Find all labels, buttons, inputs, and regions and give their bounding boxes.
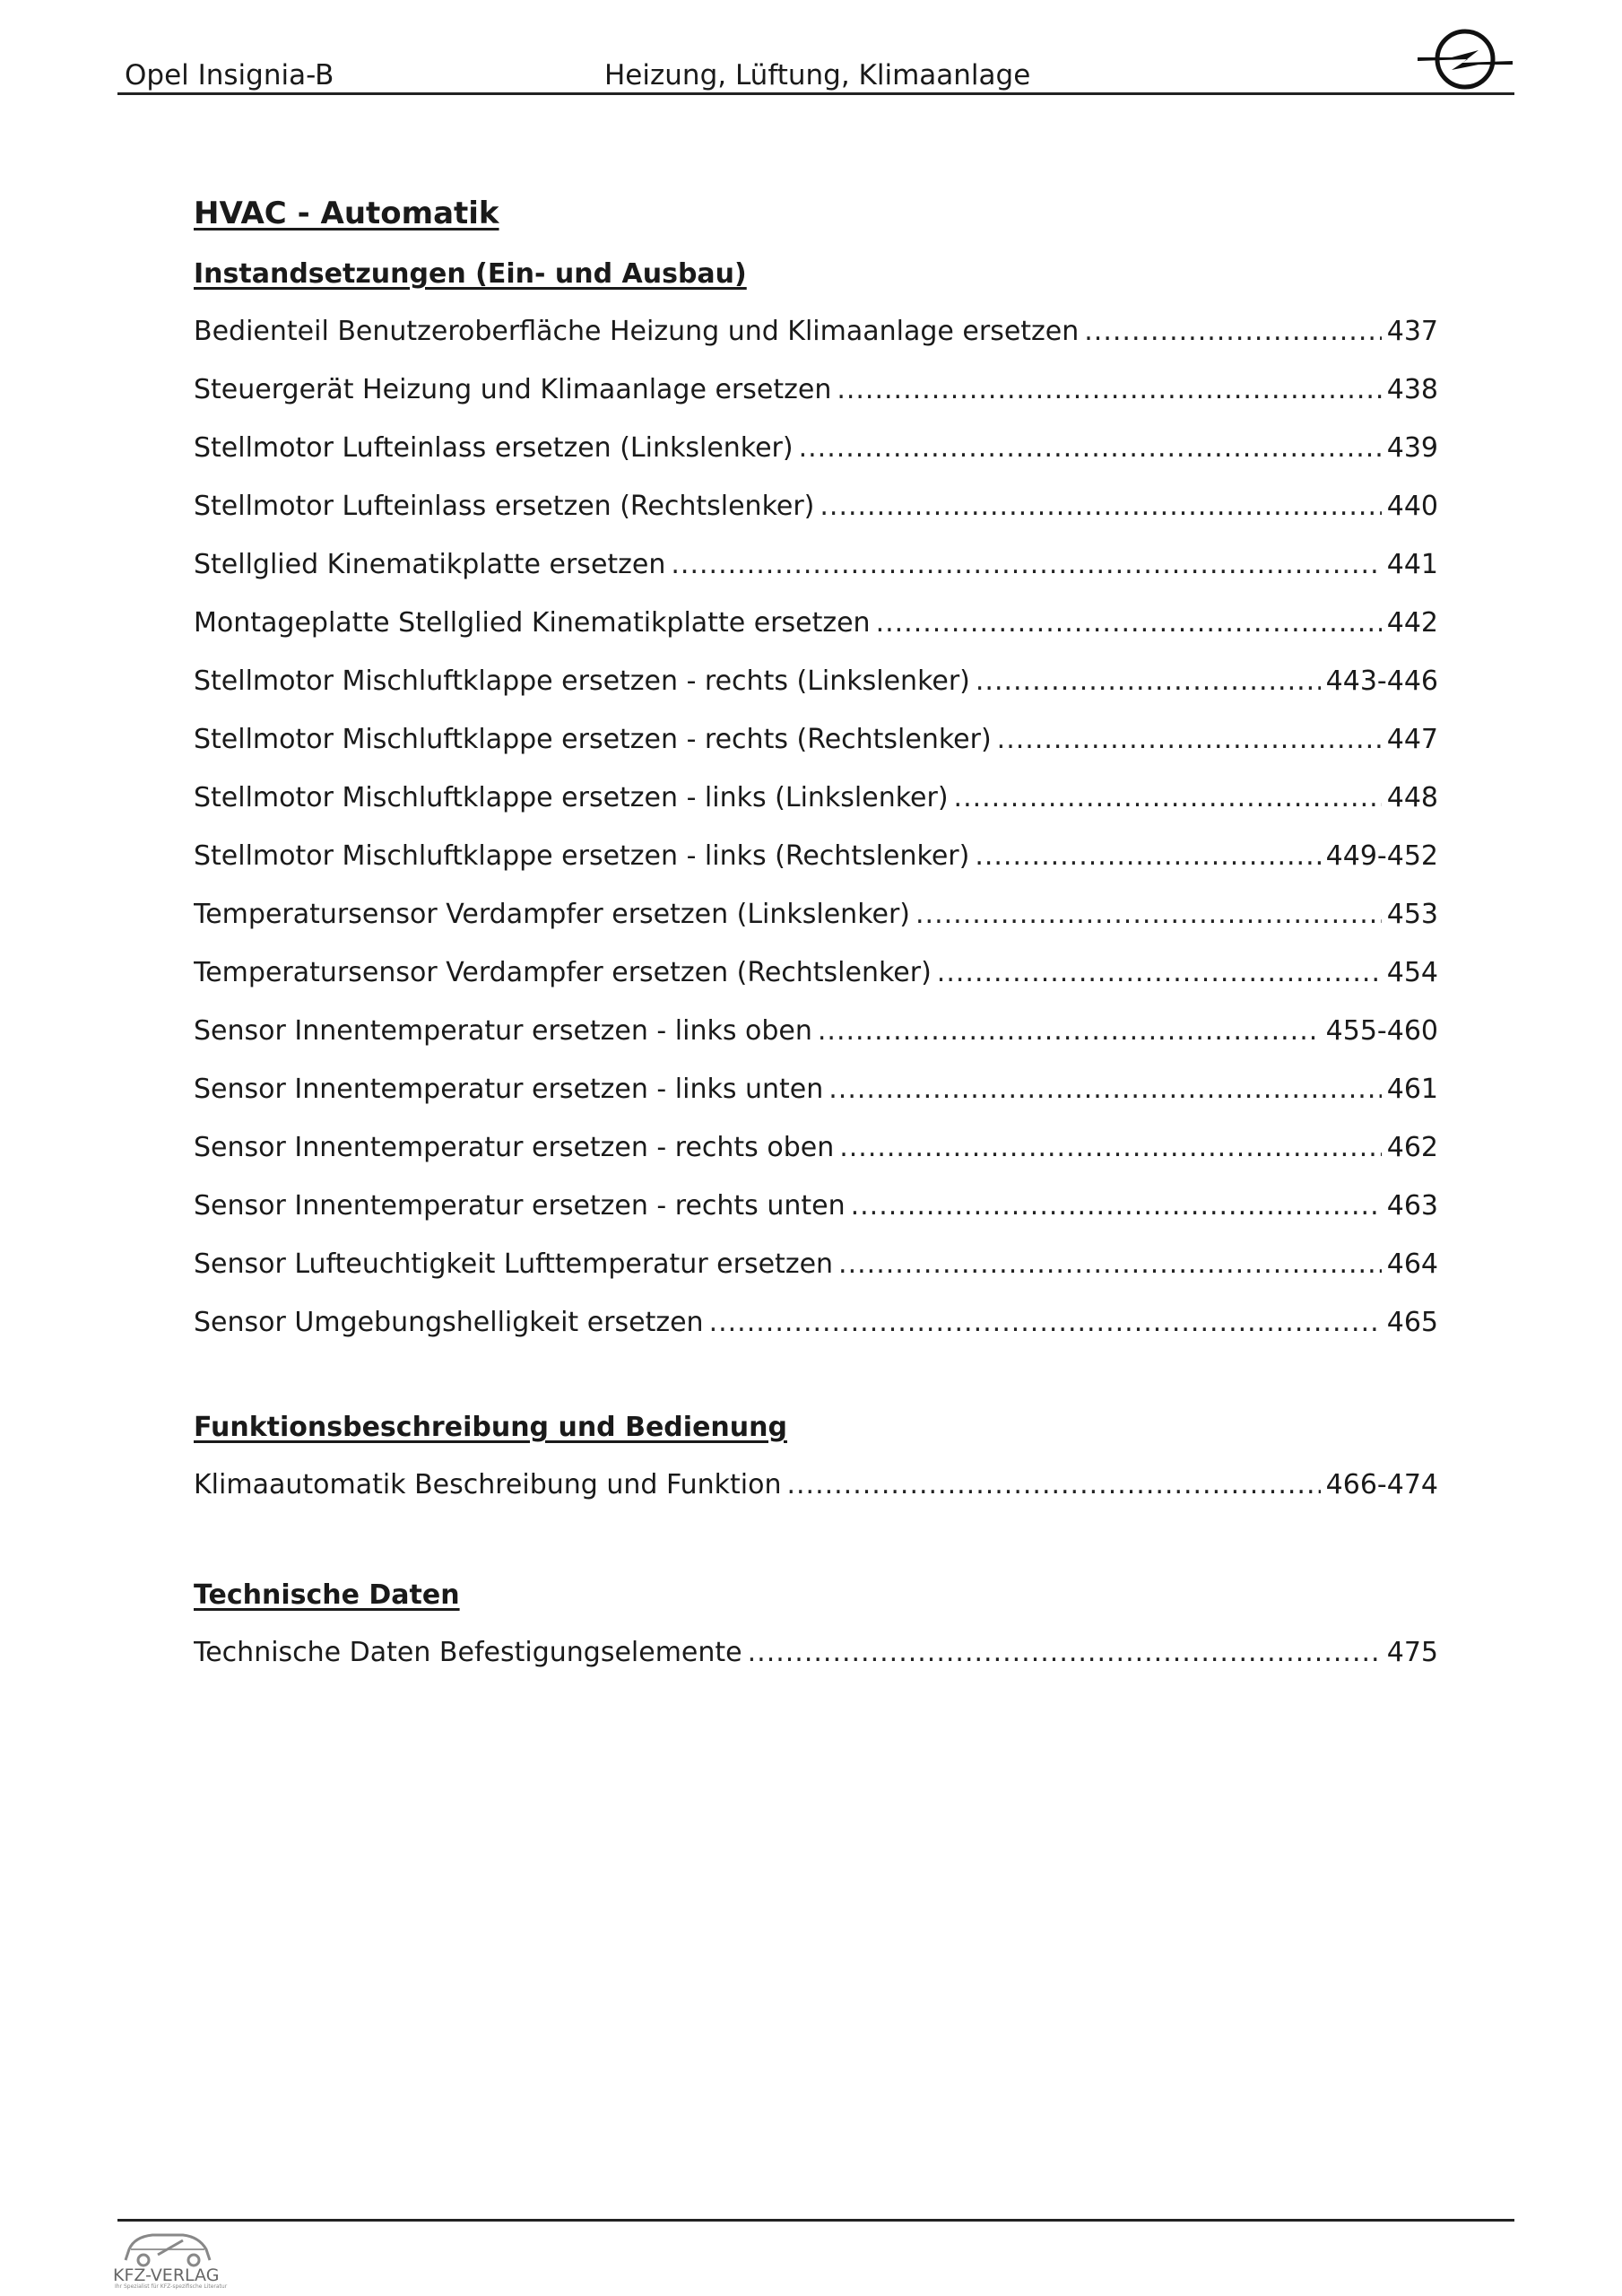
toc-entry[interactable]: [194, 895, 1438, 935]
toc-leader-dots: [837, 370, 1381, 410]
toc-entry-title: Sensor Umgebungshelligkeit ersetzen: [194, 1307, 704, 1338]
toc-entry-title: Steuergerät Heizung und Klimaanlage ersetzen: [194, 374, 832, 405]
toc-leader-dots: [748, 1633, 1382, 1673]
toc-entry-title: Stellmotor Mischluftklappe ersetzen - links (Rechtslenker): [194, 840, 970, 872]
toc-entry-page: 464: [1386, 1248, 1438, 1280]
toc-entry-page: 461: [1386, 1074, 1438, 1105]
toc-entry-title: Sensor Innentemperatur ersetzen - rechts oben: [194, 1132, 835, 1163]
toc-entry[interactable]: [194, 1012, 1438, 1051]
toc-leader-dots: [671, 545, 1381, 585]
toc-entry-title: Stellmotor Lufteinlass ersetzen (Rechtslenker): [194, 491, 815, 522]
toc-entry-page: 438: [1386, 374, 1438, 405]
toc-leader-dots: [786, 1465, 1320, 1505]
kfz-verlag-car-icon: [113, 2228, 230, 2291]
toc-entry-page: 441: [1386, 549, 1438, 580]
header-chapter-title: Heizung, Lüftung, Klimaanlage: [604, 59, 1031, 91]
toc-leader-dots: [915, 895, 1382, 935]
toc-entry-page: 463: [1386, 1190, 1438, 1222]
toc-entry[interactable]: [194, 604, 1438, 643]
toc-entry[interactable]: [194, 1245, 1438, 1284]
toc-entry-title: Sensor Innentemperatur ersetzen - links oben: [194, 1015, 812, 1047]
toc-leader-dots: [876, 604, 1382, 643]
toc-leader-dots: [818, 1012, 1321, 1051]
toc-leader-dots: [997, 720, 1382, 760]
toc-entry[interactable]: [194, 545, 1438, 585]
toc-entry-page: 465: [1386, 1307, 1438, 1338]
toc-entry-title: Technische Daten Befestigungselemente: [194, 1637, 742, 1668]
toc-entry[interactable]: [194, 429, 1438, 468]
toc-entry[interactable]: [194, 1303, 1438, 1343]
toc-entry[interactable]: [194, 1465, 1438, 1505]
section-heading-instandsetzungen: Instandsetzungen (Ein- und Ausbau): [194, 258, 747, 290]
section-heading-funktionsbeschreibung: Funktionsbeschreibung und Bedienung: [194, 1412, 787, 1443]
toc-entry-page: 475: [1386, 1637, 1438, 1668]
toc-entry-title: Sensor Innentemperatur ersetzen - links unten: [194, 1074, 824, 1105]
toc-entry[interactable]: [194, 720, 1438, 760]
toc-entry[interactable]: [194, 312, 1438, 352]
toc-leader-dots: [851, 1187, 1382, 1226]
toc-entry-title: Temperatursensor Verdampfer ersetzen (Linkslenker): [194, 899, 910, 930]
toc-leader-dots: [799, 429, 1382, 468]
footer-logo-subtext: Ihr Spezialist für KFZ-spezifische Literatur: [115, 2283, 228, 2290]
toc-entry-title: Klimaautomatik Beschreibung und Funktion: [194, 1469, 782, 1500]
section-heading-technische-daten: Technische Daten: [194, 1579, 460, 1611]
toc-entry-title: Sensor Lufteuchtigkeit Lufttemperatur ersetzen: [194, 1248, 834, 1280]
toc-entry-page: 443-446: [1325, 665, 1438, 697]
toc-entry[interactable]: [194, 1128, 1438, 1168]
toc-entry[interactable]: [194, 1633, 1438, 1673]
toc-leader-dots: [954, 778, 1382, 818]
toc-entry[interactable]: [194, 778, 1438, 818]
toc-leader-dots: [709, 1303, 1382, 1343]
toc-entry[interactable]: [194, 487, 1438, 526]
toc-leader-dots: [975, 837, 1320, 876]
page-title: HVAC - Automatik: [194, 196, 499, 231]
header-vehicle-model: Opel Insignia-B: [125, 59, 334, 91]
footer-logo-text: KFZ-VERLAG: [113, 2266, 220, 2285]
toc-entry-title: Sensor Innentemperatur ersetzen - rechts unten: [194, 1190, 846, 1222]
toc-leader-dots: [828, 1070, 1381, 1109]
toc-entry-page: 453: [1386, 899, 1438, 930]
toc-entry-title: Temperatursensor Verdampfer ersetzen (Rechtslenker): [194, 957, 932, 988]
toc-leader-dots: [976, 662, 1321, 701]
toc-entry-page: 455-460: [1325, 1015, 1438, 1047]
toc-leader-dots: [937, 953, 1382, 993]
page-header: [117, 0, 1514, 95]
toc-entry-page: 439: [1386, 432, 1438, 464]
toc-entry-title: Bedienteil Benutzeroberfläche Heizung und Klimaanlage ersetzen: [194, 316, 1080, 347]
toc-leader-dots: [839, 1128, 1382, 1168]
toc-entry-title: Stellmotor Lufteinlass ersetzen (Linkslenker): [194, 432, 794, 464]
toc-entry-page: 466-474: [1325, 1469, 1438, 1500]
toc-entry[interactable]: [194, 1187, 1438, 1226]
toc-entry-page: 448: [1386, 782, 1438, 813]
toc-entry-title: Stellglied Kinematikplatte ersetzen: [194, 549, 666, 580]
toc-entry-page: 462: [1386, 1132, 1438, 1163]
toc-entry-title: Stellmotor Mischluftklappe ersetzen - rechts (Linkslenker): [194, 665, 970, 697]
toc-entry-page: 437: [1386, 316, 1438, 347]
opel-blitz-icon: [1416, 23, 1514, 95]
toc-leader-dots: [820, 487, 1381, 526]
toc-entry[interactable]: [194, 662, 1438, 701]
toc-entry-page: 447: [1386, 724, 1438, 755]
toc-entry-title: Stellmotor Mischluftklappe ersetzen - links (Linkslenker): [194, 782, 949, 813]
toc-entry[interactable]: [194, 370, 1438, 410]
toc-entry-page: 449-452: [1325, 840, 1438, 872]
toc-entry[interactable]: [194, 953, 1438, 993]
toc-leader-dots: [1084, 312, 1381, 352]
footer-divider: [117, 2219, 1514, 2222]
toc-entry[interactable]: [194, 1070, 1438, 1109]
toc-entry-page: 440: [1386, 491, 1438, 522]
toc-entry[interactable]: [194, 837, 1438, 876]
toc-entry-page: 442: [1386, 607, 1438, 639]
toc-entry-title: Stellmotor Mischluftklappe ersetzen - rechts (Rechtslenker): [194, 724, 992, 755]
toc-entry-page: 454: [1386, 957, 1438, 988]
toc-entry-title: Montageplatte Stellglied Kinematikplatte ersetzen: [194, 607, 871, 639]
toc-leader-dots: [838, 1245, 1382, 1284]
